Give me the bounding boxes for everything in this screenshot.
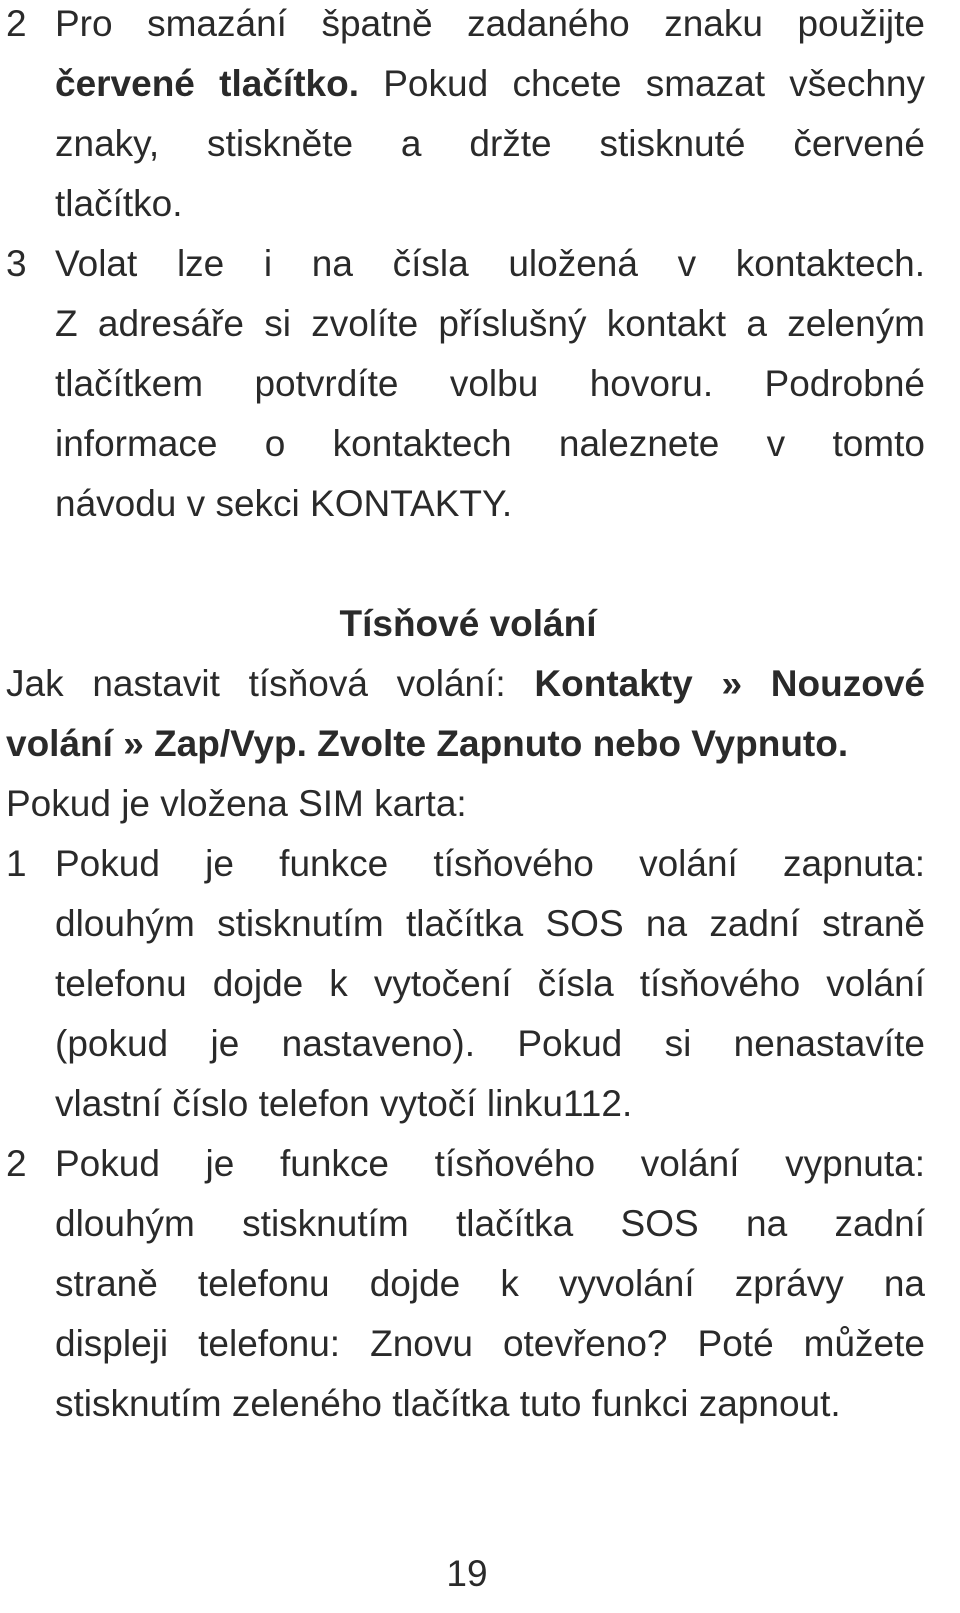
list-number: 2 xyxy=(6,3,27,44)
paragraph-line xyxy=(6,662,925,706)
list-number: 1 xyxy=(6,843,27,884)
paragraph-line xyxy=(55,62,925,106)
paragraph-line: telefonu dojde k vytočení čísla tísňového volání xyxy=(55,963,925,1004)
paragraph-line: vlastní číslo telefon vytočí linku112. xyxy=(55,1083,633,1124)
paragraph-line: tlačítko. xyxy=(55,183,183,224)
paragraph-line: displeji telefonu: Znovu otevřeno? Poté můžete xyxy=(55,1323,925,1364)
paragraph-line: Pokud je funkce tísňového volání zapnuta: xyxy=(55,843,925,884)
paragraph-line: straně telefonu dojde k vyvolání zprávy na xyxy=(55,1263,925,1304)
bold-text: Kontakty » Nouzové xyxy=(534,663,925,704)
bold-text: volání » Zap/Vyp. Zvolte Zapnuto nebo Vypnuto. xyxy=(6,723,849,764)
list-number: 3 xyxy=(6,243,27,284)
paragraph-line: dlouhým stisknutím tlačítka SOS na zadní xyxy=(55,1203,925,1244)
paragraph-line: návodu v sekci KONTAKTY. xyxy=(55,483,513,524)
text: Jak nastavit tísňová volání: xyxy=(6,663,535,704)
page-number: 19 xyxy=(446,1553,488,1594)
list-number: 2 xyxy=(6,1143,27,1184)
paragraph-line: dlouhým stisknutím tlačítka SOS na zadní straně xyxy=(55,903,925,944)
section-title: Tísňové volání xyxy=(339,603,597,644)
paragraph-line: Pokud je vložena SIM karta: xyxy=(6,783,467,824)
paragraph-line: tlačítkem potvrdíte volbu hovoru. Podrobné xyxy=(55,363,925,404)
paragraph-line: stisknutím zeleného tlačítka tuto funkci zapnout. xyxy=(55,1383,841,1424)
text: Pokud chcete smazat všechny xyxy=(358,63,925,104)
paragraph-line: informace o kontaktech naleznete v tomto xyxy=(55,423,925,464)
paragraph-line: (pokud je nastaveno). Pokud si nenastavíte xyxy=(55,1023,925,1064)
paragraph-line: Volat lze i na čísla uložená v kontaktech. xyxy=(55,243,925,284)
bold-text: červené tlačítko. xyxy=(55,63,359,104)
paragraph-line: Z adresáře si zvolíte příslušný kontakt a zeleným xyxy=(55,303,925,344)
paragraph-line: znaky, stiskněte a držte stisknuté červené xyxy=(55,123,925,164)
paragraph-line: Pokud je funkce tísňového volání vypnuta: xyxy=(55,1143,925,1184)
paragraph-line: Pro smazání špatně zadaného znaku použijte xyxy=(55,3,925,44)
paragraph-line xyxy=(6,722,925,766)
